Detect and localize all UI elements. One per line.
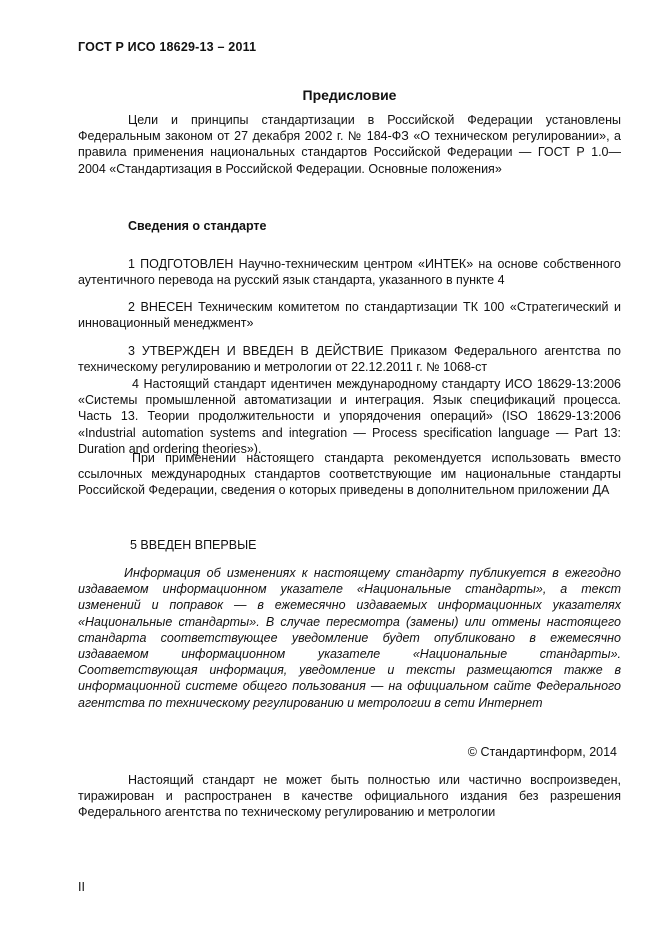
page-title: Предисловие <box>302 87 397 103</box>
copyright-line: © Стандартинформ, 2014 <box>467 745 617 759</box>
info-item-2: 2 ВНЕСЕН Техническим комитетом по стандартизации ТК 100 «Стратегический и инновационный менеджмент» <box>78 300 621 331</box>
page-number: II <box>78 880 85 894</box>
info-item-1: 1 ПОДГОТОВЛЕН Научно-техническим центром «ИНТЕК» на основе собственного аутентичного перевода на русский язык стандарта, указанного в пункте 4 <box>78 257 621 288</box>
section-heading: Сведения о стандарте <box>128 219 267 233</box>
preface-intro-paragraph: Цели и принципы стандартизации в Российской Федерации установлены Федеральным законом от 27 декабря 2002 г. № 184-ФЗ «О техническом регулировании», а правила применения национальных стандартов Российской Федерации — ГОСТ Р 1.0—2004 «Стандартизация в Российской Федерации. Основные положения» <box>78 113 621 176</box>
copyright-text-paragraph: Настоящий стандарт не может быть полностью или частично воспроизведен, тиражирован и распространен в качестве официального издания без разрешения Федерального агентства по техническому регулированию и метрологии <box>78 773 621 820</box>
info-item-4: 4 Настоящий стандарт идентичен международному стандарту ИСО 18629-13:2006 «Системы промышленной автоматизации и интеграция. Язык спецификаций процесса. Часть 13. Теории продолжительности и упорядочения операций» (ISO 18629-13:2006 «Industrial automation systems and integration — Process specification language — Part 13: Duration and ordering theories»). <box>78 377 621 456</box>
info-item-3: 3 УТВЕРЖДЕН И ВВЕДЕН В ДЕЙСТВИЕ Приказом Федерального агентства по техническому регулированию и метрологии от 22.12.2011 г. № 1068-ст <box>78 344 621 375</box>
change-notice-paragraph: Информация об изменениях к настоящему стандарту публикуется в ежегодно издаваемом информационном указателе «Национальные стандарты», а текст изменений и поправок — в ежемесячно издаваемых информационных указателях «Национальные стандарты». В случае пересмотра (замены) или отмены настоящего стандарта соответствующее уведомление будет опубликовано в ежемесячно издаваемом информационном указателе «Национальные стандарты». Соответствующая информация, уведомление и тексты размещаются также в информационной системе общего пользования — на официальном сайте Федерального агентства по техническому регулированию и метрологии в сети Интернет <box>78 566 621 710</box>
document-header-code: ГОСТ Р ИСО 18629-13 – 2011 <box>78 40 257 54</box>
info-item-5: 5 ВВЕДЕН ВПЕРВЫЕ <box>130 538 257 552</box>
info-item-4-note: При применении настоящего стандарта рекомендуется использовать вместо ссылочных международных стандартов соответствующие им национальные стандарты Российской Федерации, сведения о которых приведены в дополнительном приложении ДА <box>78 451 621 498</box>
